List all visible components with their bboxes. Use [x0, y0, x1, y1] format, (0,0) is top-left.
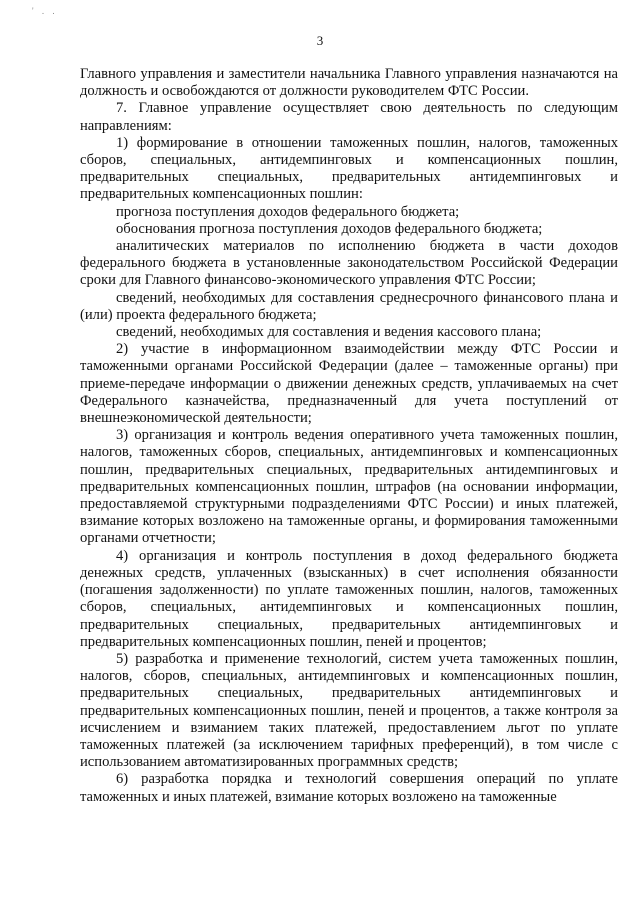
paragraph-item-1: 1) формирование в отношении таможенных пошлин, налогов, таможенных сборов, специальных, антидемпинговых и компенсационных пошлин, предварительных специальных, предварительных антидемпинговых и предварительных компенсационных пошлин:	[80, 134, 618, 203]
paragraph-subitem: сведений, необходимых для составления среднесрочного финансового плана и (или) проекта федерального бюджета;	[80, 289, 618, 323]
paragraph-subitem: аналитических материалов по исполнению бюджета в части доходов федерального бюджета в установленные законодательством Российской Федерации сроки для Главного финансово-экономического управления ФТС России;	[80, 238, 618, 289]
paragraph-continuation: Главного управления и заместители начальника Главного управления назначаются на должность и освобождаются от должности руководителем ФТС России.	[80, 66, 618, 100]
page-number: 3	[316, 33, 324, 48]
paragraph-item-4: 4) организация и контроль поступления в доход федерального бюджета денежных средств, уплаченных (взысканных) в счет исполнения обязанности (погашения задолженности) по уплате таможенных пошлин, налогов, таможенных сборов, специальных, антидемпинговых и компенсационных пошлин, предварительных специальных, предварительных антидемпинговых и предварительных компенсационных пошлин, пеней и процентов;	[80, 547, 618, 650]
paragraph-subitem: сведений, необходимых для составления и ведения кассового плана;	[116, 324, 542, 341]
document-body	[80, 66, 618, 806]
paragraph-item-3: 3) организация и контроль ведения оперативного учета таможенных пошлин, налогов, таможенных сборов, специальных, антидемпинговых и компенсационных пошлин, предварительных специальных, предварительных антидемпинговых и предварительных компенсационных пошлин, штрафов (на основании информации, предоставляемой структурными подразделениями ФТС России) и иных платежей, взимание которых возложено на таможенные органы, и формирования таможенными органами отчетности;	[80, 427, 618, 547]
paragraph-subitem: обоснования прогноза поступления доходов федерального бюджета;	[116, 220, 543, 237]
paragraph-item-2: 2) участие в информационном взаимодействии между ФТС России и таможенными органами Российской Федерации (далее – таможенные органы) при приеме-передаче информации о движении денежных средств, уплачиваемых на счет Федерального казначейства, предназначенный для учета поступлений от внешнеэкономической деятельности;	[80, 341, 618, 427]
paragraph-item-5: 5) разработка и применение технологий, систем учета таможенных пошлин, налогов, сборов, специальных, антидемпинговых и компенсационных пошлин, предварительных специальных, предварительных антидемпинговых и предварительных компенсационных пошлин, пеней и процентов, а также контроля за исчислением и взиманием таких платежей, предоставлением льгот по уплате таможенных платежей (за исключением тарифных преференций), в том числе с использованием автоматизированных программных средств;	[80, 650, 618, 771]
scan-mark: ' . .	[32, 6, 58, 16]
paragraph-section-7: 7. Главное управление осуществляет свою деятельность по следующим направлениям:	[80, 100, 618, 134]
paragraph-subitem: прогноза поступления доходов федерального бюджета;	[116, 203, 460, 220]
paragraph-item-6: 6) разработка порядка и технологий совершения операций по уплате таможенных и иных платежей, взимание которых возложено на таможенные	[80, 771, 618, 805]
